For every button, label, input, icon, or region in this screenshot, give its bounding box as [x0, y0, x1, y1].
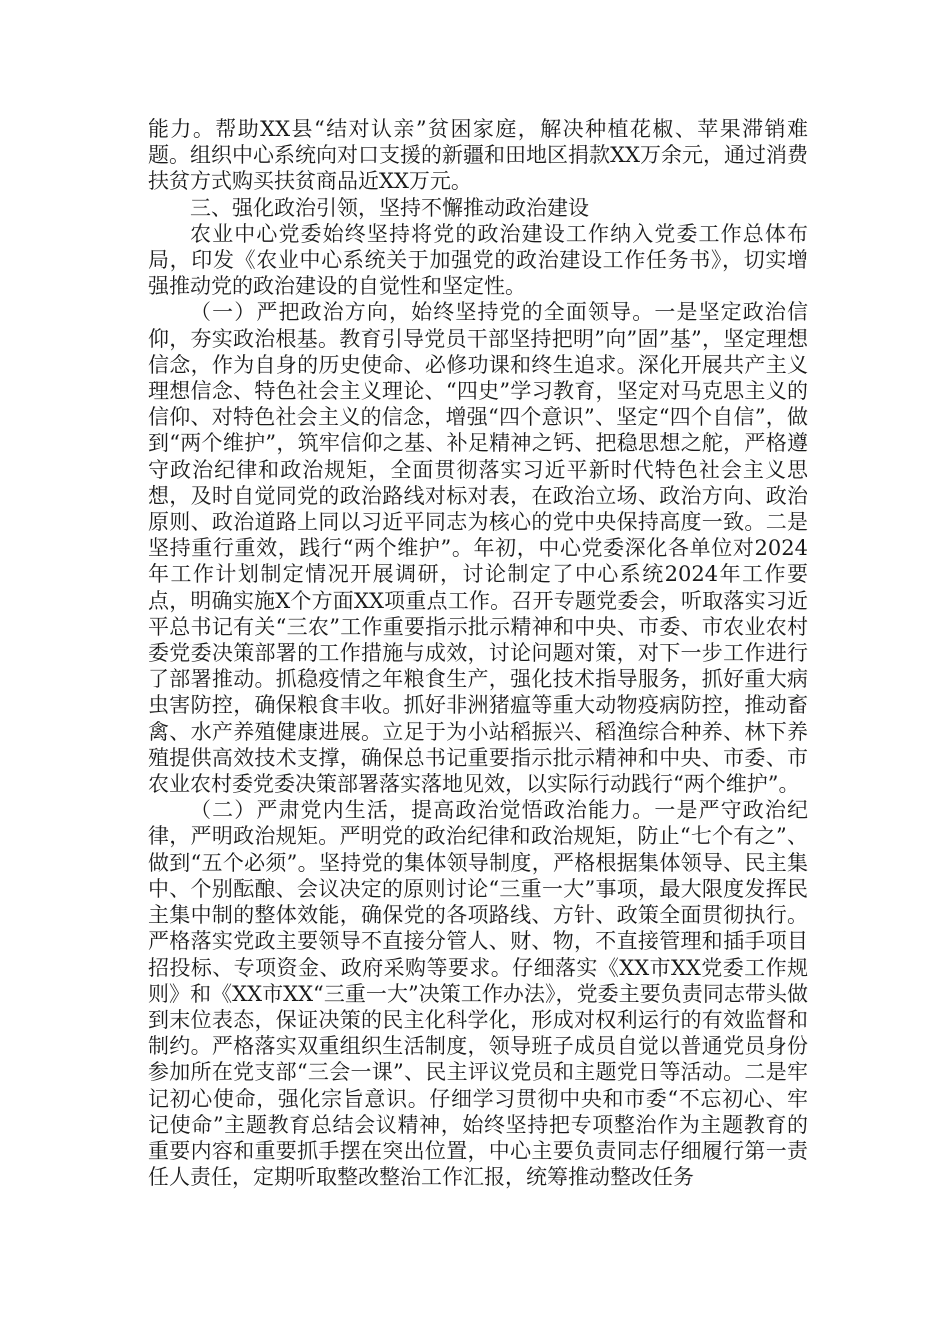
paragraph-poverty-aid: 能力。帮助XX县“结对认亲”贫困家庭，解决种植花椒、苹果滞销难题。组织中心系统向对口支援的新疆和田地区捐款XX万余元，通过消费扶贫方式购买扶贫商品近XX万元。 — [148, 117, 808, 194]
paragraph-party-life: （二）严肃党内生活，提高政治觉悟政治能力。一是严守政治纪律，严明政治规矩。严明党的政治纪律和政治规矩，防止“七个有之”、做到“五个必须”。坚持党的集体领导制度，严格根据集体领导、民主集中、个别酝酿、会议决定的原则讨论“三重一大”事项，最大限度发挥民主集中制的整体效能，确保党的各项路线、方针、政策全面贯彻执行。严格落实党政主要领导不直接分管人、财、物，不直接管理和插手项目招投标、专项资金、政府采购等要求。仔细落实《XX市XX党委工作规则》和《XX市XX“三重一大”决策工作办法》，党委主要负责同志带头做到末位表态，保证决策的民主化科学化，形成对权利运行的有效监督和制约。严格落实双重组织生活制度，领导班子成员自觉以普通党员身份参加所在党支部“三会一课”、民主评议党员和主题党日等活动。二是牢记初心使命，强化宗旨意识。仔细学习贯彻中央和市委“不忘初心、牢记使命”主题教育总结会议精神，始终坚持把专项整治作为主题教育的重要内容和重要抓手摆在突出位置，中心主要负责同志仔细履行第一责任人责任，定期听取整改整治工作汇报，统筹推动整改任务 — [148, 798, 808, 1190]
paragraph-section-intro: 农业中心党委始终坚持将党的政治建设工作纳入党委工作总体布局，印发《农业中心系统关于加强党的政治建设工作任务书》，切实增强推动党的政治建设的自觉性和坚定性。 — [148, 221, 808, 299]
paragraph-political-direction: （一）严把政治方向，始终坚持党的全面领导。一是坚定政治信仰，夯实政治根基。教育引导党员干部坚持把明”向”固”基”，坚定理想信念，作为自身的历史使命、必修功课和终生追求。深化开展共产主义理想信念、特色社会主义理论、“四史”学习教育，坚定对马克思主义的信仰、对特色社会主义的信念，增强“四个意识”、坚定“四个自信”，做到“两个维护”，筑牢信仰之基、补足精神之钙、把稳思想之舵，严格遵守政治纪律和政治规矩，全面贯彻落实习近平新时代特色社会主义思想，及时自觉同党的政治路线对标对表，在政治立场、政治方向、政治原则、政治道路上同以习近平同志为核心的党中央保持高度一致。二是坚持重行重效，践行“两个维护”。年初，中心党委深化各单位对2024年工作计划制定情况开展调研，讨论制定了中心系统2024年工作要点，明确实施X个方面XX项重点工作。召开专题党委会，听取落实习近平总书记有关“三农”工作重要指示批示精神和中央、市委、市农业农村委党委决策部署的工作措施与成效，讨论问题对策，对下一步工作进行了部署推动。抓稳疫情之年粮食生产，强化技术指导服务，抓好重大病虫害防控，确保粮食丰收。抓好非洲猪瘟等重大动物疫病防控，推动畜禽、水产养殖健康进展。立足于为小站稻振兴、稻渔综合种养、林下养殖提供高效技术支撑，确保总书记重要指示批示精神和中央、市委、市农业农村委党委决策部署落实落地见效，以实际行动践行“两个维护”。 — [148, 300, 808, 797]
section-heading-political-construction: 三、强化政治引领，坚持不懈推动政治建设 — [190, 195, 589, 220]
document-page — [148, 116, 808, 1190]
